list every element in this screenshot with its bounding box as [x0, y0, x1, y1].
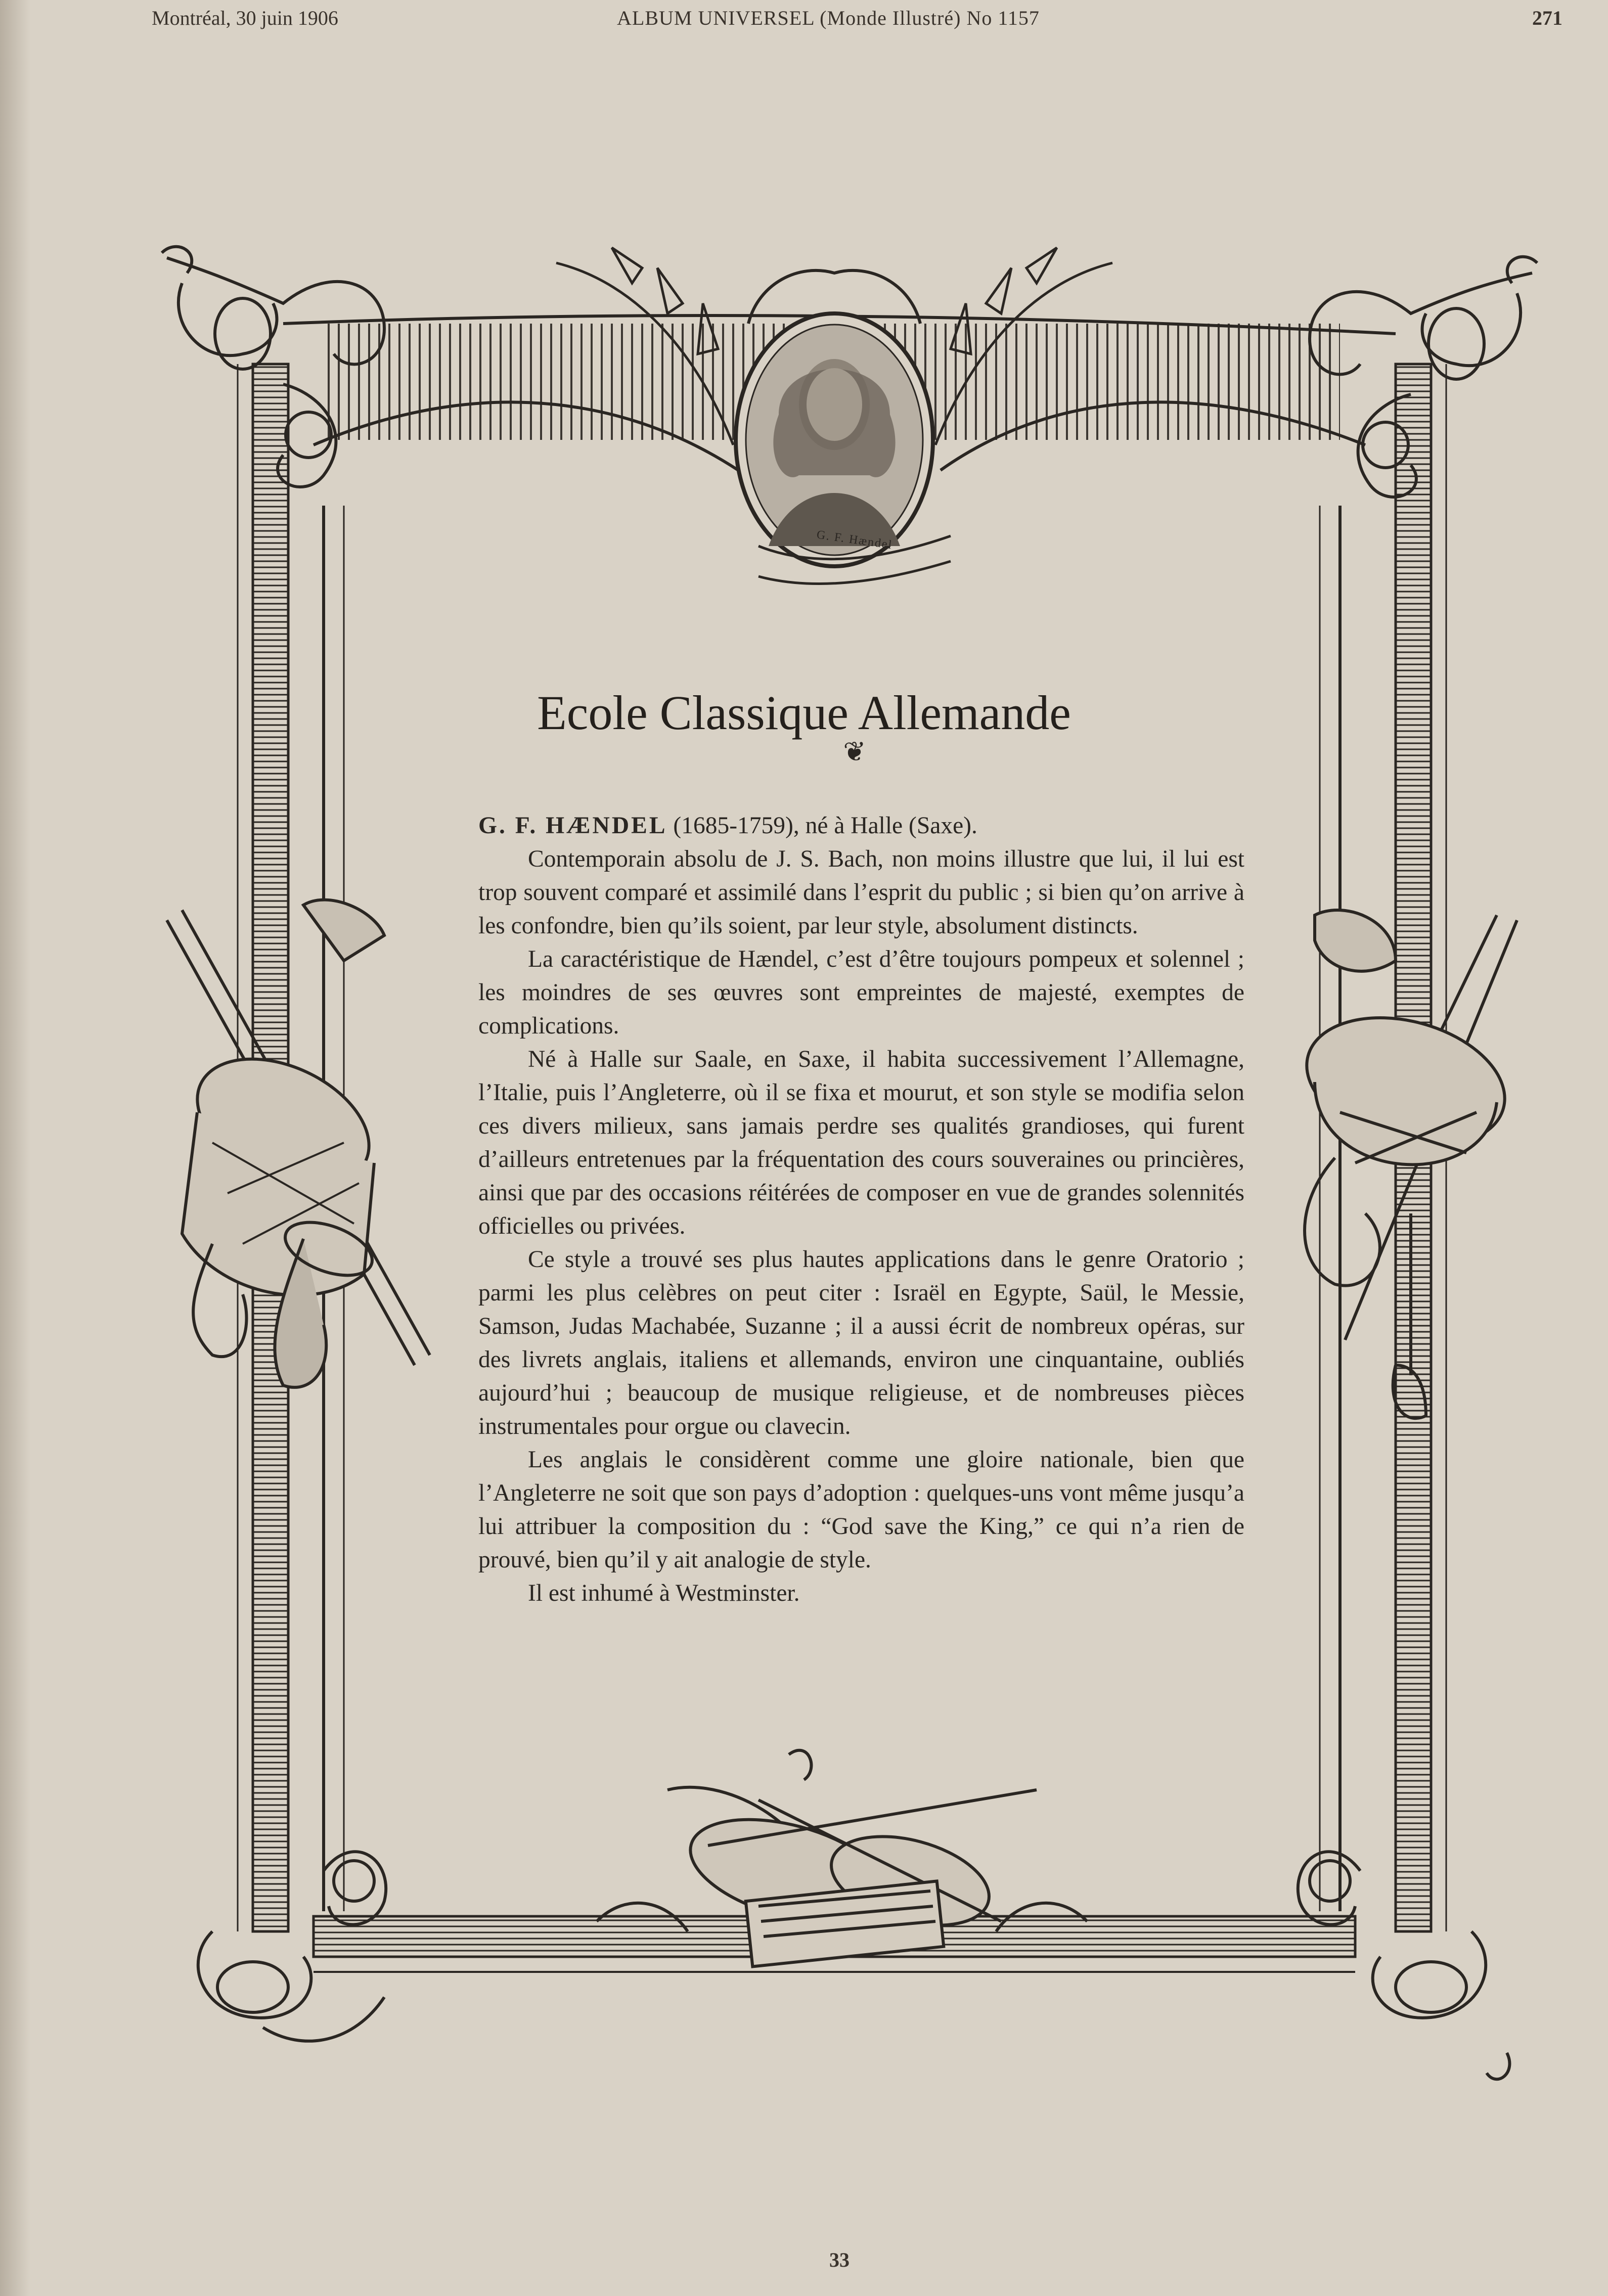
- page-title: Ecole Classique Allemande: [537, 686, 1071, 740]
- composer-dates: (1685-1759), né à Halle (Saxe).: [667, 813, 977, 839]
- header-page-number: 271: [1532, 7, 1562, 29]
- paragraph: Né à Halle sur Saale, en Saxe, il habita successivement l’Allemagne, l’Italie, puis l’Angleterre, où il se fixa et mourut, et son style se modifia selon ces divers milieux, sans jamais perdre ses qualités grandioses, qui furent d’ailleurs entretenues par la fréquentation des cours souveraines ou princières, ainsi que par des occasions réitérées de composer en vue de grandes solennités officielles ou privées.: [478, 1046, 1244, 1239]
- paragraph: La caractéristique de Hændel, c’est d’être toujours pompeux et solennel ; les moindres de ses œuvres sont empreintes de majesté, exemptes de complications.: [478, 946, 1244, 1039]
- paragraph: Il est inhumé à Westminster.: [528, 1580, 800, 1606]
- paragraph: Ce style a trouvé ses plus hautes applications dans le genre Oratorio ; parmi les plus celèbres on peut citer : Israël en Egypte, Saül, le Messie, Samson, Judas Machabée, Suzanne ; il a aussi écrit de nombreux opéras, sur des livrets anglais, italiens et allemands, environ une cinquantaine, oubliés aujourd’hui ; beaucoup de musique religieuse, et de nombreuses pièces instrumentales pour orgue ou clavecin.: [478, 1246, 1244, 1439]
- header-publication: ALBUM UNIVERSEL (Monde Illustré) No 1157: [617, 7, 1040, 29]
- lead-line: [478, 809, 1244, 842]
- paragraph: Contemporain absolu de J. S. Bach, non moins illustre que lui, il lui est trop souvent comparé et assimilé dans l’esprit du public ; si bien qu’on arrive à les confondre, bien qu’ils soient, par leur style, absolument distincts.: [478, 846, 1244, 939]
- left-instrument-trophy: [167, 900, 430, 1387]
- portrait-caption: G. F. Hændel: [816, 528, 894, 552]
- paragraph: Les anglais le considèrent comme une gloire nationale, bien que l’Angleterre ne soit que son pays d’adoption : quelques-uns vont même jusqu’a lui attribuer la composition du : “God save the King,” ce qui n’a rien de prouvé, bien qu’il y ait analogie de style.: [478, 1447, 1244, 1573]
- fleuron-ornament: ❦: [843, 737, 866, 767]
- footer-number: 33: [829, 2248, 850, 2271]
- article-body: [478, 809, 1244, 1610]
- composer-name: G. F. HÆNDEL: [478, 813, 667, 839]
- header-date: Montréal, 30 juin 1906: [152, 7, 338, 29]
